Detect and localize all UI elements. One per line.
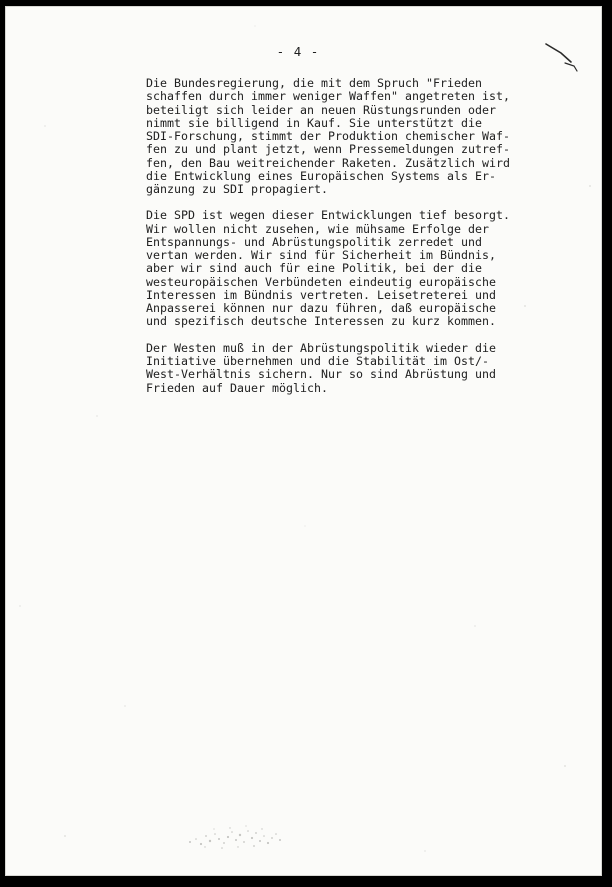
text-line: West-Verhältnis sichern. Nur so sind Abrüstung und: [146, 367, 497, 382]
text-line: gänzung zu SDI propagiert.: [146, 182, 329, 196]
text-line: Interessen im Bündnis vertreten. Leisetreterei und: [146, 287, 497, 302]
text-line: Initiative übernehmen und die Stabilität im Ost/-: [146, 354, 490, 369]
text-line: die Entwicklung eines Europäischen Systems als Er-: [146, 168, 497, 183]
paragraph-3: [146, 342, 534, 395]
text-line: Die Bundesregierung, die mit dem Spruch "Frieden: [146, 76, 483, 90]
text-line: Anpasserei können nur dazu führen, daß europäische: [146, 301, 497, 316]
text-line: westeuropäischen Verbündeten eindeutig europäische: [146, 274, 497, 289]
scan-border-right: [602, 0, 612, 887]
text-line: und spezifisch deutsche Interessen zu kurz kommen.: [146, 314, 497, 329]
pencil-mark-icon: [541, 40, 581, 72]
scan-smudge: [170, 812, 310, 860]
text-line: vertan werden. Wir sind für Sicherheit im Bündnis,: [146, 248, 497, 263]
text-line: SDI-Forschung, stimmt der Produktion chemischer Waf-: [146, 129, 511, 143]
paragraph-1: [146, 77, 534, 196]
text-line: Wir wollen nicht zusehen, wie mühsame Erfolge der: [146, 221, 490, 236]
text-line: Frieden auf Dauer möglich.: [146, 380, 329, 395]
text-line: Entspannungs- und Abrüstungspolitik zerredet und: [146, 234, 483, 249]
document-body: [146, 77, 534, 408]
text-line: fen zu und plant jetzt, wenn Pressemeldungen zutref-: [146, 142, 511, 157]
text-line: aber wir sind auch für eine Politik, bei der die: [146, 261, 483, 276]
paragraph-2: [146, 209, 534, 328]
text-line: beteiligt sich leider an neuen Rüstungsrunden oder: [146, 102, 497, 117]
text-line: Der Westen muß in der Abrüstungspolitik wieder die: [146, 340, 497, 355]
text-line: schaffen durch immer weniger Waffen" angetreten ist,: [146, 89, 511, 104]
text-line: fen, den Bau weitreichender Raketen. Zusätzlich wird: [146, 155, 511, 170]
text-line: nimmt sie billigend in Kauf. Sie unterstützt die: [146, 115, 483, 130]
page-number: - 4 -: [276, 44, 320, 59]
text-line: Die SPD ist wegen dieser Entwicklungen tief besorgt.: [146, 208, 511, 223]
